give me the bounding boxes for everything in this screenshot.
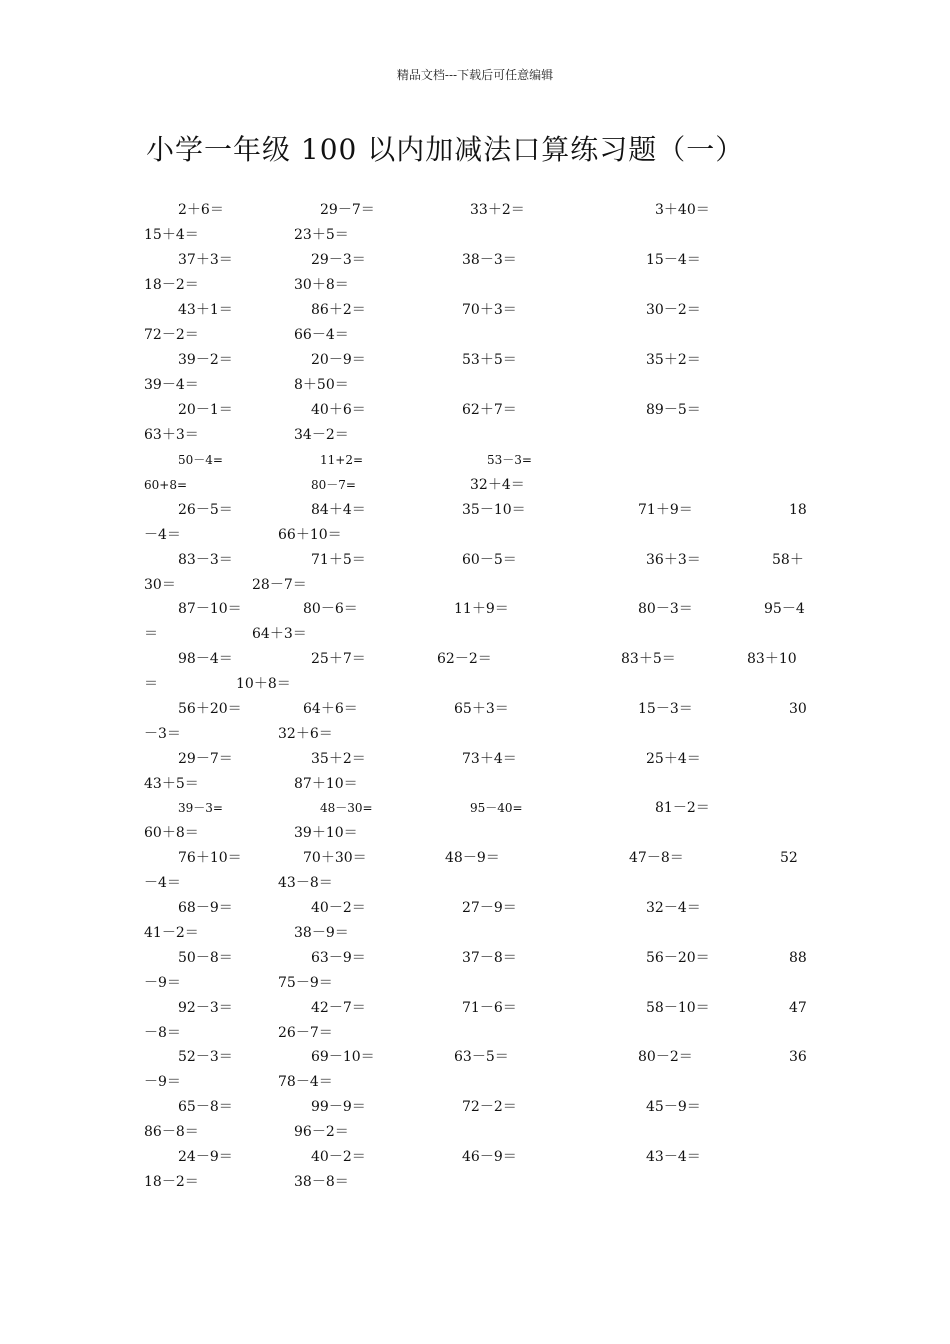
math-problem: 96－2＝ [294,1124,349,1140]
math-problem: 43－8＝ [278,875,333,891]
math-problem: 3＋40＝ [655,202,710,218]
math-problem: 62＋7＝ [462,402,517,418]
math-problem: 53＋5＝ [462,352,517,368]
math-problem: 64＋3＝ [252,626,307,642]
math-problem: 48－9＝ [445,850,500,866]
math-problem: 92－3＝ [178,1000,233,1016]
math-problem: 40＋6＝ [311,402,366,418]
math-problem: 65－8＝ [178,1099,233,1115]
math-problem: 43－4＝ [646,1149,701,1165]
math-problem: 65＋3＝ [454,701,509,717]
math-problem: 36＋3＝ [646,552,701,568]
math-problem: 29－7＝ [178,751,233,767]
math-problem: 35＋2＝ [646,352,701,368]
math-problem: 45－9＝ [646,1099,701,1115]
math-problem: 30 [789,701,807,717]
math-problem: 30＋8＝ [294,277,349,293]
math-problem: 30－2＝ [646,302,701,318]
math-problem: 80－7= [311,478,356,492]
math-problem: 41－2＝ [144,925,199,941]
math-problem: 62－2＝ [437,651,492,667]
math-problem: 15＋4＝ [144,227,199,243]
math-problem: 86＋2＝ [311,302,366,318]
math-problem: 87－10＝ [178,601,242,617]
math-problem: 27－9＝ [462,900,517,916]
math-problem: 32＋4＝ [470,477,525,493]
math-problem: 23＋5＝ [294,227,349,243]
math-problem: 95－4 [764,601,805,617]
math-problem: 40－2＝ [311,900,366,916]
math-problem: 43＋1＝ [178,302,233,318]
math-problem: 10＋8＝ [236,676,291,692]
math-problem: 37＋3＝ [178,252,233,268]
math-problem: 15－3＝ [638,701,693,717]
page-title: 小学一年级 100 以内加减法口算练习题（一） [146,133,745,166]
math-problem: 63＋3＝ [144,427,199,443]
math-problem: 58＋ [772,552,804,568]
math-problem: 37－8＝ [462,950,517,966]
math-problem: 29－3＝ [311,252,366,268]
math-problem: 35＋2＝ [311,751,366,767]
math-problem: 39＋10＝ [294,825,358,841]
math-problem: 56－20＝ [646,950,710,966]
math-problem: 50－8＝ [178,950,233,966]
math-problem: 58－10＝ [646,1000,710,1016]
math-problem: 71＋9＝ [638,502,693,518]
math-problem: 99－9＝ [311,1099,366,1115]
math-problem: 66－4＝ [294,327,349,343]
math-problem: 81－2＝ [655,800,710,816]
math-problem: 88 [789,950,807,966]
math-problem: 35－10＝ [462,502,526,518]
math-problem: 28－7＝ [252,577,307,593]
math-problem: 33＋2＝ [470,202,525,218]
math-problem: 32－4＝ [646,900,701,916]
math-problem: 50－4= [178,453,223,467]
math-problem: 43＋5＝ [144,776,199,792]
math-problem: 66＋10＝ [278,527,342,543]
math-problem: 80－6＝ [303,601,358,617]
math-problem: 20－9＝ [311,352,366,368]
math-problem: 32＋6＝ [278,726,333,742]
math-problem: 56＋20＝ [178,701,242,717]
math-problem: 11+2= [320,453,364,467]
math-problem: 76＋10＝ [178,850,242,866]
math-problem: 70＋3＝ [462,302,517,318]
math-problem: 87＋10＝ [294,776,358,792]
math-problem: 70＋30＝ [303,850,367,866]
math-problem: 26－7＝ [278,1025,333,1041]
math-problem: 46－9＝ [462,1149,517,1165]
math-problem: 60+8= [144,478,188,492]
math-problem: 80－3＝ [638,601,693,617]
math-problem: 72－2＝ [462,1099,517,1115]
math-problem: 39－2＝ [178,352,233,368]
math-problem: 38－9＝ [294,925,349,941]
math-problem: 98－4＝ [178,651,233,667]
math-problem: 34－2＝ [294,427,349,443]
math-problem: －4＝ [144,875,181,891]
math-problem: 52 [780,850,798,866]
math-problem: 18－2＝ [144,277,199,293]
math-problem: 8＋50＝ [294,377,349,393]
math-problem: 83＋10 [747,651,797,667]
math-problem: 71＋5＝ [311,552,366,568]
math-problem: ＝ [144,676,158,692]
math-problem: ＝ [144,626,158,642]
math-problem: 18－2＝ [144,1174,199,1190]
math-problem: 71－6＝ [462,1000,517,1016]
math-problem: －9＝ [144,975,181,991]
math-problem: 25＋4＝ [646,751,701,767]
math-problem: 72－2＝ [144,327,199,343]
math-problem: 64＋6＝ [303,701,358,717]
math-problem: 29－7＝ [320,202,375,218]
math-problem: 24－9＝ [178,1149,233,1165]
math-problem: －8＝ [144,1025,181,1041]
math-problem: 25＋7＝ [311,651,366,667]
math-problem: 63－9＝ [311,950,366,966]
math-problem: －4＝ [144,527,181,543]
math-problem: 60＋8＝ [144,825,199,841]
math-problem: 84＋4＝ [311,502,366,518]
math-problem: 80－2＝ [638,1049,693,1065]
math-problem: 69－10＝ [311,1049,375,1065]
math-problem: 47－8＝ [629,850,684,866]
math-problem: 20－1＝ [178,402,233,418]
math-problem: 68－9＝ [178,900,233,916]
math-problem: 83－3＝ [178,552,233,568]
math-problem: 52－3＝ [178,1049,233,1065]
math-problem: 11＋9＝ [454,601,509,617]
math-problem: 60－5＝ [462,552,517,568]
math-problem: 47 [789,1000,807,1016]
math-problem: 83＋5＝ [621,651,676,667]
math-problem: 36 [789,1049,807,1065]
math-problem: 78－4＝ [278,1074,333,1090]
math-problem: －9＝ [144,1074,181,1090]
math-problem: 53－3= [487,453,532,467]
math-problem: 26－5＝ [178,502,233,518]
math-problem: 42－7＝ [311,1000,366,1016]
math-problem: 48－30= [320,801,373,815]
math-problem: 95－40= [470,801,523,815]
math-problem: 38－8＝ [294,1174,349,1190]
math-problem: 86－8＝ [144,1124,199,1140]
math-problem: 2＋6＝ [178,202,224,218]
math-problem: 40－2＝ [311,1149,366,1165]
math-problem: 15－4＝ [646,252,701,268]
page-header: 精品文档---下载后可任意编辑 [396,68,554,82]
math-problem: 39－4＝ [144,377,199,393]
math-problem: 63－5＝ [454,1049,509,1065]
math-problem: 73＋4＝ [462,751,517,767]
math-problem: 39－3= [178,801,223,815]
math-problem: 30＝ [144,577,176,593]
math-problem: 89－5＝ [646,402,701,418]
math-problem: 75－9＝ [278,975,333,991]
math-problem: －3＝ [144,726,181,742]
math-problem: 38－3＝ [462,252,517,268]
math-problem: 18 [789,502,807,518]
